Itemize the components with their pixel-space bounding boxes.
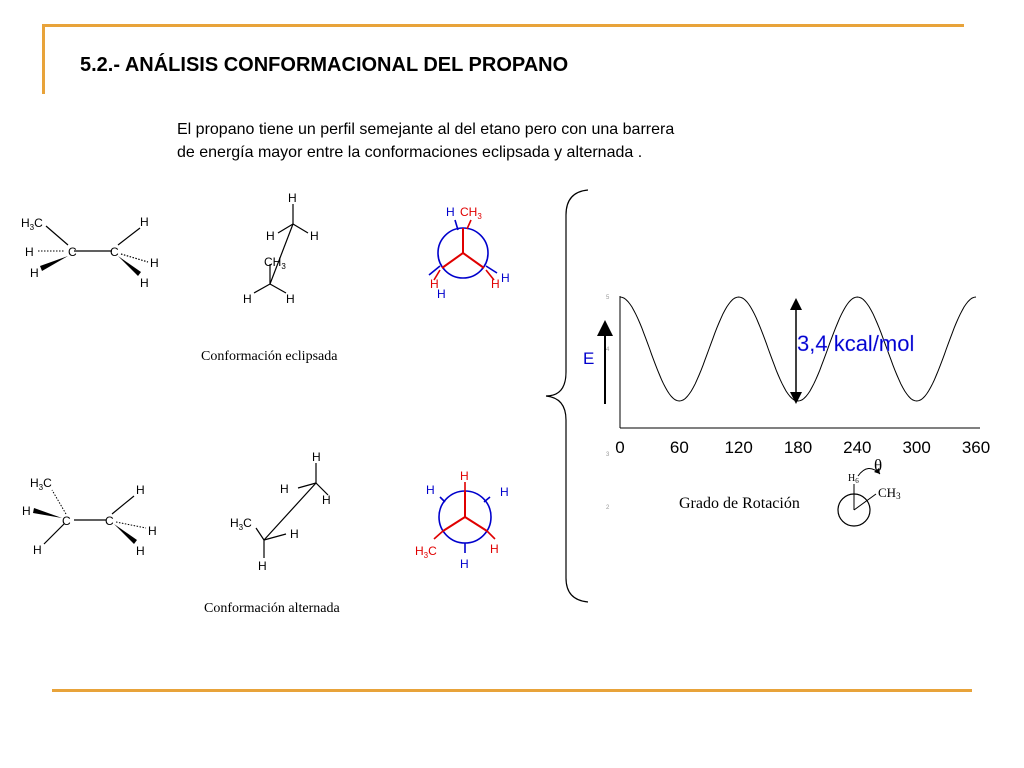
carbon-label: C xyxy=(105,514,114,528)
h6-label: $H_6$ xyxy=(848,473,859,485)
x-tick-label: 180 xyxy=(783,438,813,457)
x-tick-label: 60 xyxy=(669,438,689,457)
energy-axis-label: E xyxy=(583,349,595,368)
h-label: H xyxy=(310,229,319,243)
h-label: H xyxy=(500,485,509,499)
h-label: H xyxy=(266,229,275,243)
ch3-label: $CH_3$ xyxy=(460,205,482,221)
h-label: H xyxy=(460,469,469,483)
h-label: H xyxy=(33,543,42,557)
h3c-label: $H_3C$ xyxy=(21,216,43,232)
h-label: H xyxy=(150,256,159,270)
energy-plot xyxy=(583,295,990,526)
h-label: H xyxy=(140,276,149,290)
h-label: H xyxy=(437,287,446,301)
faint-mark: 5 xyxy=(606,295,610,301)
eclipsed-caption: Conformación eclipsada xyxy=(201,349,338,364)
staggered-wedge-structure xyxy=(22,476,157,558)
h-label: H xyxy=(460,557,469,571)
x-tick-label: 300 xyxy=(902,438,931,457)
faint-mark: 2 xyxy=(606,505,610,511)
intro-line-2: de energía mayor entre la conformaciones eclipsada y alternada . xyxy=(177,144,643,161)
h-label: H xyxy=(312,450,321,464)
h3c-label: $H_3C$ xyxy=(415,544,437,560)
h-label: H xyxy=(290,527,299,541)
h3c-label: $H_3C$ xyxy=(230,516,252,532)
h-label: H xyxy=(136,544,145,558)
theta-symbol: θ xyxy=(874,456,883,475)
h-label: H xyxy=(280,482,289,496)
eclipsed-wedge-structure xyxy=(21,215,159,290)
slide-title: 5.2.- ANÁLISIS CONFORMACIONAL DEL PROPANO xyxy=(80,54,569,76)
faint-mark: 3 xyxy=(606,452,610,458)
h-label: H xyxy=(258,559,267,573)
staggered-newman-projection xyxy=(415,469,509,571)
h-label: H xyxy=(322,493,331,507)
h-label: H xyxy=(430,277,439,291)
intro-line-1: El propano tiene un perfil semejante al del etano pero con una barrera xyxy=(177,121,675,138)
h-label: H xyxy=(491,277,500,291)
h-label: H xyxy=(446,205,455,219)
x-tick-label: 120 xyxy=(724,438,753,457)
h-label: H xyxy=(22,504,31,518)
h-label: H xyxy=(25,245,34,259)
h-label: H xyxy=(286,292,295,306)
h-label: H xyxy=(30,266,39,280)
h-label: H xyxy=(148,524,157,538)
eclipsed-sawhorse-structure xyxy=(243,191,319,306)
staggered-sawhorse-structure xyxy=(230,450,331,573)
h-label: H xyxy=(490,542,499,556)
x-tick-label: 240 xyxy=(843,438,872,457)
rotation-inset xyxy=(838,456,901,526)
curly-brace xyxy=(546,190,588,602)
h-label: H xyxy=(501,271,510,285)
faint-mark: 4 xyxy=(606,347,610,353)
h-label: H xyxy=(243,292,252,306)
h-label: H xyxy=(426,483,435,497)
ch3-label: $CH_3$ xyxy=(264,255,286,271)
x-tick-labels xyxy=(615,438,990,457)
eclipsed-newman-projection xyxy=(429,205,510,301)
h-label: H xyxy=(288,191,297,205)
x-tick-label: 0 xyxy=(615,438,625,457)
staggered-caption: Conformación alternada xyxy=(204,601,340,616)
h-label: H xyxy=(140,215,149,229)
barrier-label: 3,4 kcal/mol xyxy=(797,331,915,356)
carbon-label: C xyxy=(110,245,119,259)
x-tick-label: 360 xyxy=(961,438,991,457)
carbon-label: C xyxy=(68,245,77,259)
ch3-label: CH3 xyxy=(878,485,901,501)
h3c-label: $H_3C$ xyxy=(30,476,52,492)
x-axis-title: Grado de Rotación xyxy=(679,495,800,512)
carbon-label: C xyxy=(62,514,71,528)
h-label: H xyxy=(136,483,145,497)
